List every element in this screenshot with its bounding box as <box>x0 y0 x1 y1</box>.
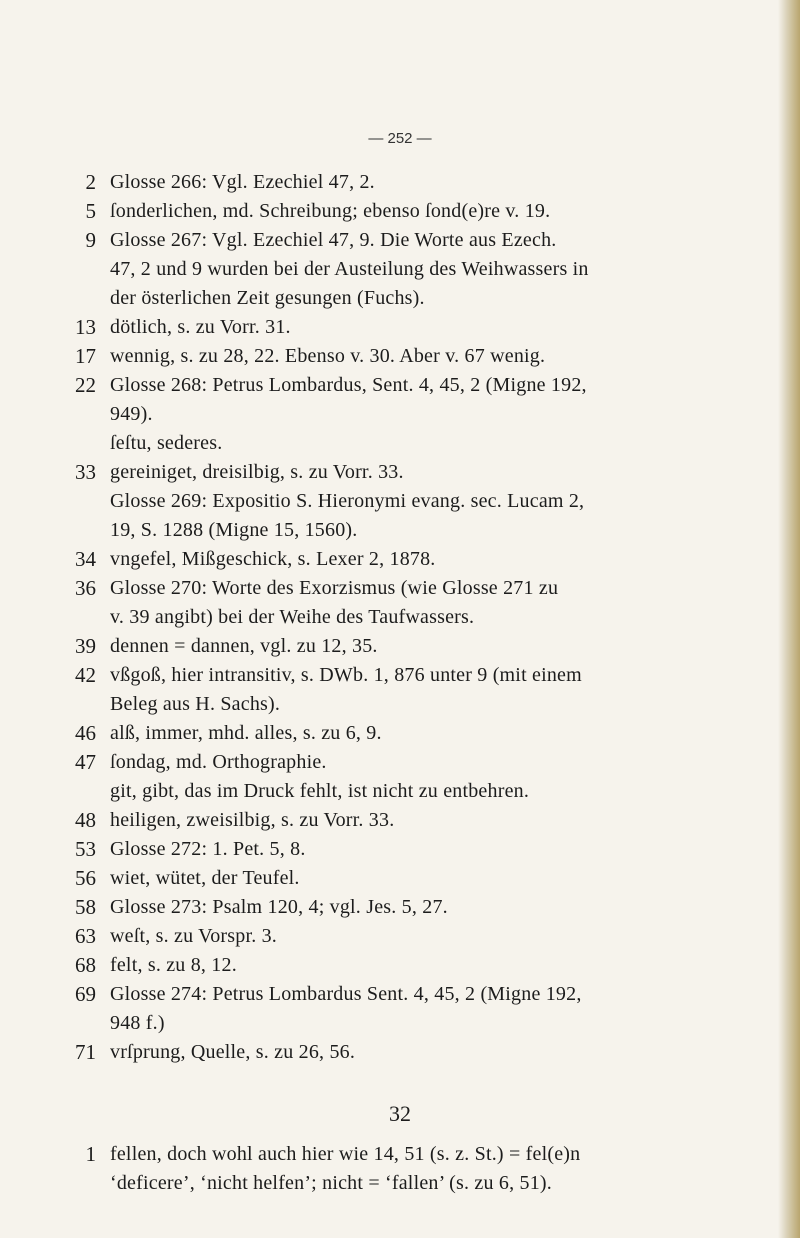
note-text <box>110 545 750 574</box>
note-line: ‘deficere’, ‘nicht helfen’; nicht = ‘fallen’ (s. zu 6, 51). <box>110 1172 552 1194</box>
note-line: heiligen, zweisilbig, s. zu Vorr. 33. <box>110 809 395 831</box>
note-text <box>110 226 750 313</box>
note-text <box>110 980 750 1038</box>
note-line: Glosse 268: Petrus Lombardus, Sent. 4, 45, 2 (Migne 192, <box>110 374 587 396</box>
line-number: 48 <box>75 808 96 832</box>
line-number: 56 <box>75 866 96 890</box>
note-line: Glosse 272: 1. Pet. 5, 8. <box>110 838 306 860</box>
note-text <box>110 197 750 226</box>
line-number: 2 <box>85 170 96 194</box>
note-line: Glosse 269: Expositio S. Hieronymi evang. sec. Lucam 2, <box>110 490 585 512</box>
note-text <box>110 748 750 806</box>
note-text <box>110 864 750 893</box>
note-line: felt, s. zu 8, 12. <box>110 954 237 976</box>
note-line: ſondag, md. Orthographie. <box>110 751 327 773</box>
line-number: 46 <box>75 721 96 745</box>
line-number: 17 <box>75 344 96 368</box>
note-line: dennen = dannen, vgl. zu 12, 35. <box>110 635 378 657</box>
note-text <box>110 313 750 342</box>
note-text <box>110 893 750 922</box>
page-header: — 252 — <box>368 130 432 147</box>
line-number: 71 <box>75 1040 96 1064</box>
note-text <box>110 632 750 661</box>
note-line: ſonderlichen, md. Schreibung; ebenso ſond(e)re v. 19. <box>110 200 551 222</box>
note-line: 47, 2 und 9 wurden bei der Austeilung des Weihwassers in <box>110 258 589 280</box>
note-line: 19, S. 1288 (Migne 15, 1560). <box>110 519 358 541</box>
note-line: 948 f.) <box>110 1012 165 1034</box>
note-line: ſeſtu, sederes. <box>110 432 223 454</box>
note-text <box>110 458 750 545</box>
note-line: gereiniget, dreisilbig, s. zu Vorr. 33. <box>110 461 404 483</box>
note-line: v. 39 angibt) bei der Weihe des Taufwassers. <box>110 606 475 628</box>
line-number: 13 <box>75 315 96 339</box>
line-number: 33 <box>75 460 96 484</box>
note-line: Glosse 274: Petrus Lombardus Sent. 4, 45, 2 (Migne 192, <box>110 983 582 1005</box>
line-number: 39 <box>75 634 96 658</box>
line-number: 69 <box>75 982 96 1006</box>
line-number: 42 <box>75 663 96 687</box>
note-text <box>110 168 750 197</box>
line-number: 1 <box>85 1142 96 1166</box>
note-text <box>110 835 750 864</box>
line-number: 5 <box>85 199 96 223</box>
note-text <box>110 342 750 371</box>
note-line: 949). <box>110 403 153 425</box>
note-line: vrſprung, Quelle, s. zu 26, 56. <box>110 1041 356 1063</box>
note-text <box>110 371 750 458</box>
note-text <box>110 1038 750 1067</box>
page-edge <box>778 0 800 1238</box>
note-text <box>110 574 750 632</box>
note-line: wennig, s. zu 28, 22. Ebenso v. 30. Aber v. 67 wenig. <box>110 345 546 367</box>
note-line: git, gibt, das im Druck fehlt, ist nicht zu entbehren. <box>110 780 530 802</box>
note-text <box>110 922 750 951</box>
line-number: 9 <box>85 228 96 252</box>
note-line: weſt, s. zu Vorspr. 3. <box>110 925 277 947</box>
note-line: alß, immer, mhd. alles, s. zu 6, 9. <box>110 722 382 744</box>
line-number: 68 <box>75 953 96 977</box>
line-number: 34 <box>75 547 96 571</box>
note-line: Glosse 267: Vgl. Ezechiel 47, 9. Die Worte aus Ezech. <box>110 229 557 251</box>
line-number: 22 <box>75 373 96 397</box>
line-number: 47 <box>75 750 96 774</box>
note-text <box>110 719 750 748</box>
note-text <box>110 661 750 719</box>
line-number: 58 <box>75 895 96 919</box>
note-text <box>110 951 750 980</box>
note-line: wiet, wütet, der Teufel. <box>110 867 300 889</box>
note-line: dötlich, s. zu Vorr. 31. <box>110 316 291 338</box>
note-line: vngefel, Mißgeschick, s. Lexer 2, 1878. <box>110 548 436 570</box>
line-number: 53 <box>75 837 96 861</box>
note-line: Glosse 273: Psalm 120, 4; vgl. Jes. 5, 27. <box>110 896 448 918</box>
note-text <box>110 1140 750 1198</box>
line-number: 63 <box>75 924 96 948</box>
note-line: Glosse 270: Worte des Exorzismus (wie Glosse 271 zu <box>110 577 559 599</box>
line-number: 36 <box>75 576 96 600</box>
note-line: fellen, doch wohl auch hier wie 14, 51 (s. z. St.) = fel(e)n <box>110 1143 581 1165</box>
note-text <box>110 806 750 835</box>
note-line: vßgoß, hier intransitiv, s. DWb. 1, 876 unter 9 (mit einem <box>110 664 582 686</box>
note-line: der österlichen Zeit gesungen (Fuchs). <box>110 287 425 309</box>
note-line: Beleg aus H. Sachs). <box>110 693 281 715</box>
note-line: Glosse 266: Vgl. Ezechiel 47, 2. <box>110 171 375 193</box>
section-heading: 32 <box>389 1101 411 1126</box>
